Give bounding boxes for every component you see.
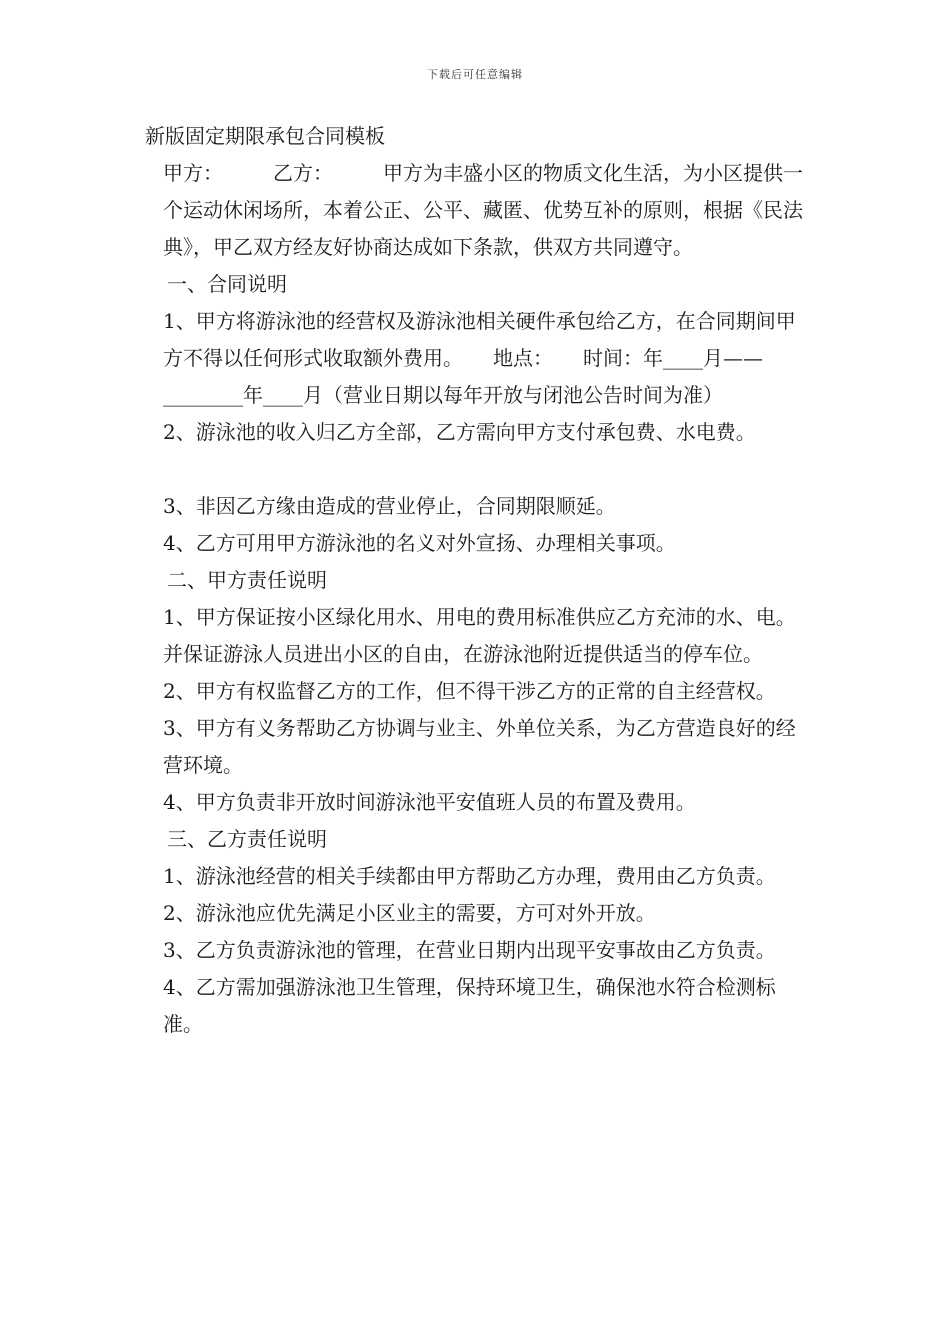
paragraph-1-2: 2、游泳池的收入归乙方全部，乙方需向甲方支付承包费、水电费。 <box>163 420 756 444</box>
paragraph-1-3: 3、非因乙方缘由造成的营业停止，合同期限顺延。 <box>163 494 616 518</box>
section-heading-3: 三、乙方责任说明 <box>167 827 327 851</box>
paragraph-2-4: 4、甲方负责非开放时间游泳池平安值班人员的布置及费用。 <box>163 790 696 814</box>
paragraph-3-2: 2、游泳池应优先满足小区业主的需要，方可对外开放。 <box>163 901 656 925</box>
paragraph-3-3: 3、乙方负责游泳池的管理，在营业日期内出现平安事故由乙方负责。 4、乙方需加强游泳池卫生管理，保持环境卫生，确保池水符合检测标准。 <box>163 938 806 1036</box>
paragraph-1-4: 4、乙方可用甲方游泳池的名义对外宣扬、办理相关事项。 <box>163 531 676 555</box>
paragraph-3-1: 1、游泳池经营的相关手续都由甲方帮助乙方办理，费用由乙方负责。 <box>163 864 776 888</box>
paragraph-parties: 甲方： 乙方： 甲方为丰盛小区的物质文化生活，为小区提供一个运动休闲场所，本着公正、公平、藏匿、优势互补的原则，根据《民法典》，甲乙双方经友好协商达成如下条款，供双方共同遵守。 <box>163 161 803 259</box>
paragraph-2-2: 2、甲方有权监督乙方的工作，但不得干涉乙方的正常的自主经营权。 3、甲方有义务帮助乙方协调与业主、外单位关系，为乙方营造良好的经营环境。 <box>163 679 806 777</box>
document-title: 新版固定期限承包合同模板 <box>145 124 385 148</box>
document-body <box>145 118 815 1043</box>
section-heading-1: 一、合同说明 <box>167 272 287 296</box>
paragraph-2-1: 1、甲方保证按小区绿化用水、用电的费用标准供应乙方充沛的水、电。并保证游泳人员进出小区的自由，在游泳池附近提供适当的停车位。 <box>163 605 796 666</box>
section-heading-2: 二、甲方责任说明 <box>167 568 327 592</box>
header-note: 下载后可任意编辑 <box>427 68 523 81</box>
paragraph-1-1: 1、甲方将游泳池的经营权及游泳池相关硬件承包给乙方，在合同期间甲方不得以任何形式收取额外费用。 地点： 时间：年____月——________年____月（营业日期以每年开放与闭池公告时间为准） <box>163 309 796 407</box>
